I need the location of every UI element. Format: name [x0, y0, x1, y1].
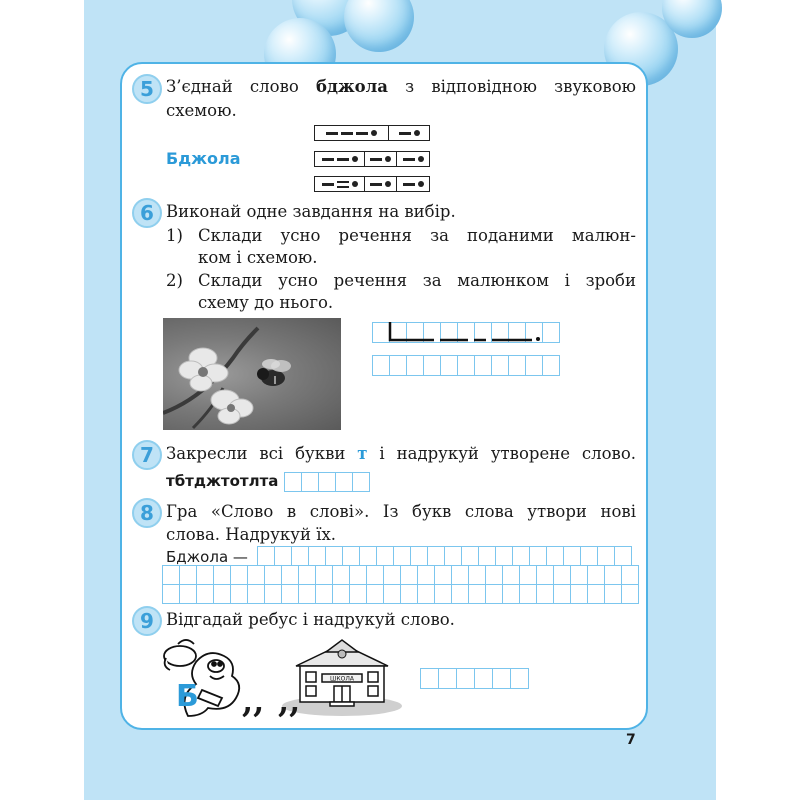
task6-sentence-scheme [372, 318, 562, 346]
scheme-syllable [315, 177, 365, 191]
task6-option2-line1: Склади усно речення за малюнком і зроби [198, 271, 636, 290]
task6-text-line1: Виконай одне завдання на вибір. [166, 202, 456, 221]
page-number: 7 [626, 732, 636, 748]
task8-text-line2: слова. Надрукуй їх. [166, 525, 337, 544]
task8-text-line1: Гра «Слово в слові». Із букв слова утвори нові [166, 502, 636, 521]
task7-letter-sequence: тбтджтотлта [166, 472, 279, 490]
task-number-5: 5 [132, 74, 162, 104]
scheme-syllable [315, 126, 389, 140]
rebus-commas-2: ,, [278, 682, 301, 720]
task6-option1-number: 1) [166, 226, 183, 245]
rebus-letter: Б [176, 679, 199, 714]
task7-text-end: і надрукуй утворене слово. [367, 444, 637, 463]
task7-text-start: Закресли всі букви [166, 444, 358, 463]
scheme-syllable [315, 152, 365, 166]
task-number-8: 8 [132, 498, 162, 528]
flower-and-bee-illustration [163, 318, 341, 430]
scheme-syllable [397, 177, 429, 191]
task7-letter: т [357, 444, 368, 463]
task5-word-bee: бджола [315, 77, 388, 96]
task-number-9: 9 [132, 606, 162, 636]
task5-word-label: Бджола [166, 149, 241, 168]
task-number-6: 6 [132, 198, 162, 228]
task8-grid-rows[interactable] [162, 565, 639, 604]
flower-and-bee-photo [163, 318, 341, 430]
task6-option1-line1: Склади усно речення за поданими малюн- [198, 226, 636, 245]
task6-option2-number: 2) [166, 271, 183, 290]
task5-text-line2: схемою. [166, 101, 237, 120]
task6-option2-line2: схему до нього. [198, 293, 334, 312]
rebus-commas-1: ,, [242, 682, 265, 720]
task8-word: Бджола — [166, 548, 248, 566]
task7-text [166, 443, 636, 465]
sound-scheme-1[interactable] [314, 125, 430, 141]
task5-text-start: З’єднай слово [166, 77, 316, 96]
school-sign-text: ШКОЛА [329, 675, 355, 683]
task5-text-end: з відповідною звуковою [387, 77, 636, 96]
task6-option1-line2: ком і схемою. [198, 248, 318, 267]
school-building-icon [282, 632, 404, 716]
task9-answer-grid[interactable] [420, 668, 529, 689]
sound-scheme-2[interactable] [314, 151, 430, 167]
scheme-syllable [389, 126, 429, 140]
task8-grid-row1[interactable] [257, 546, 632, 566]
task6-answer-grid[interactable] [372, 355, 560, 376]
task7-answer-grid[interactable] [284, 472, 370, 492]
scheme-syllable [365, 177, 397, 191]
task9-text: Відгадай ребус і надрукуй слово. [166, 610, 455, 629]
task-number-7: 7 [132, 440, 162, 470]
task5-text-line1 [166, 76, 636, 98]
sound-scheme-3[interactable] [314, 176, 430, 192]
scheme-syllable [397, 152, 429, 166]
scheme-syllable [365, 152, 397, 166]
